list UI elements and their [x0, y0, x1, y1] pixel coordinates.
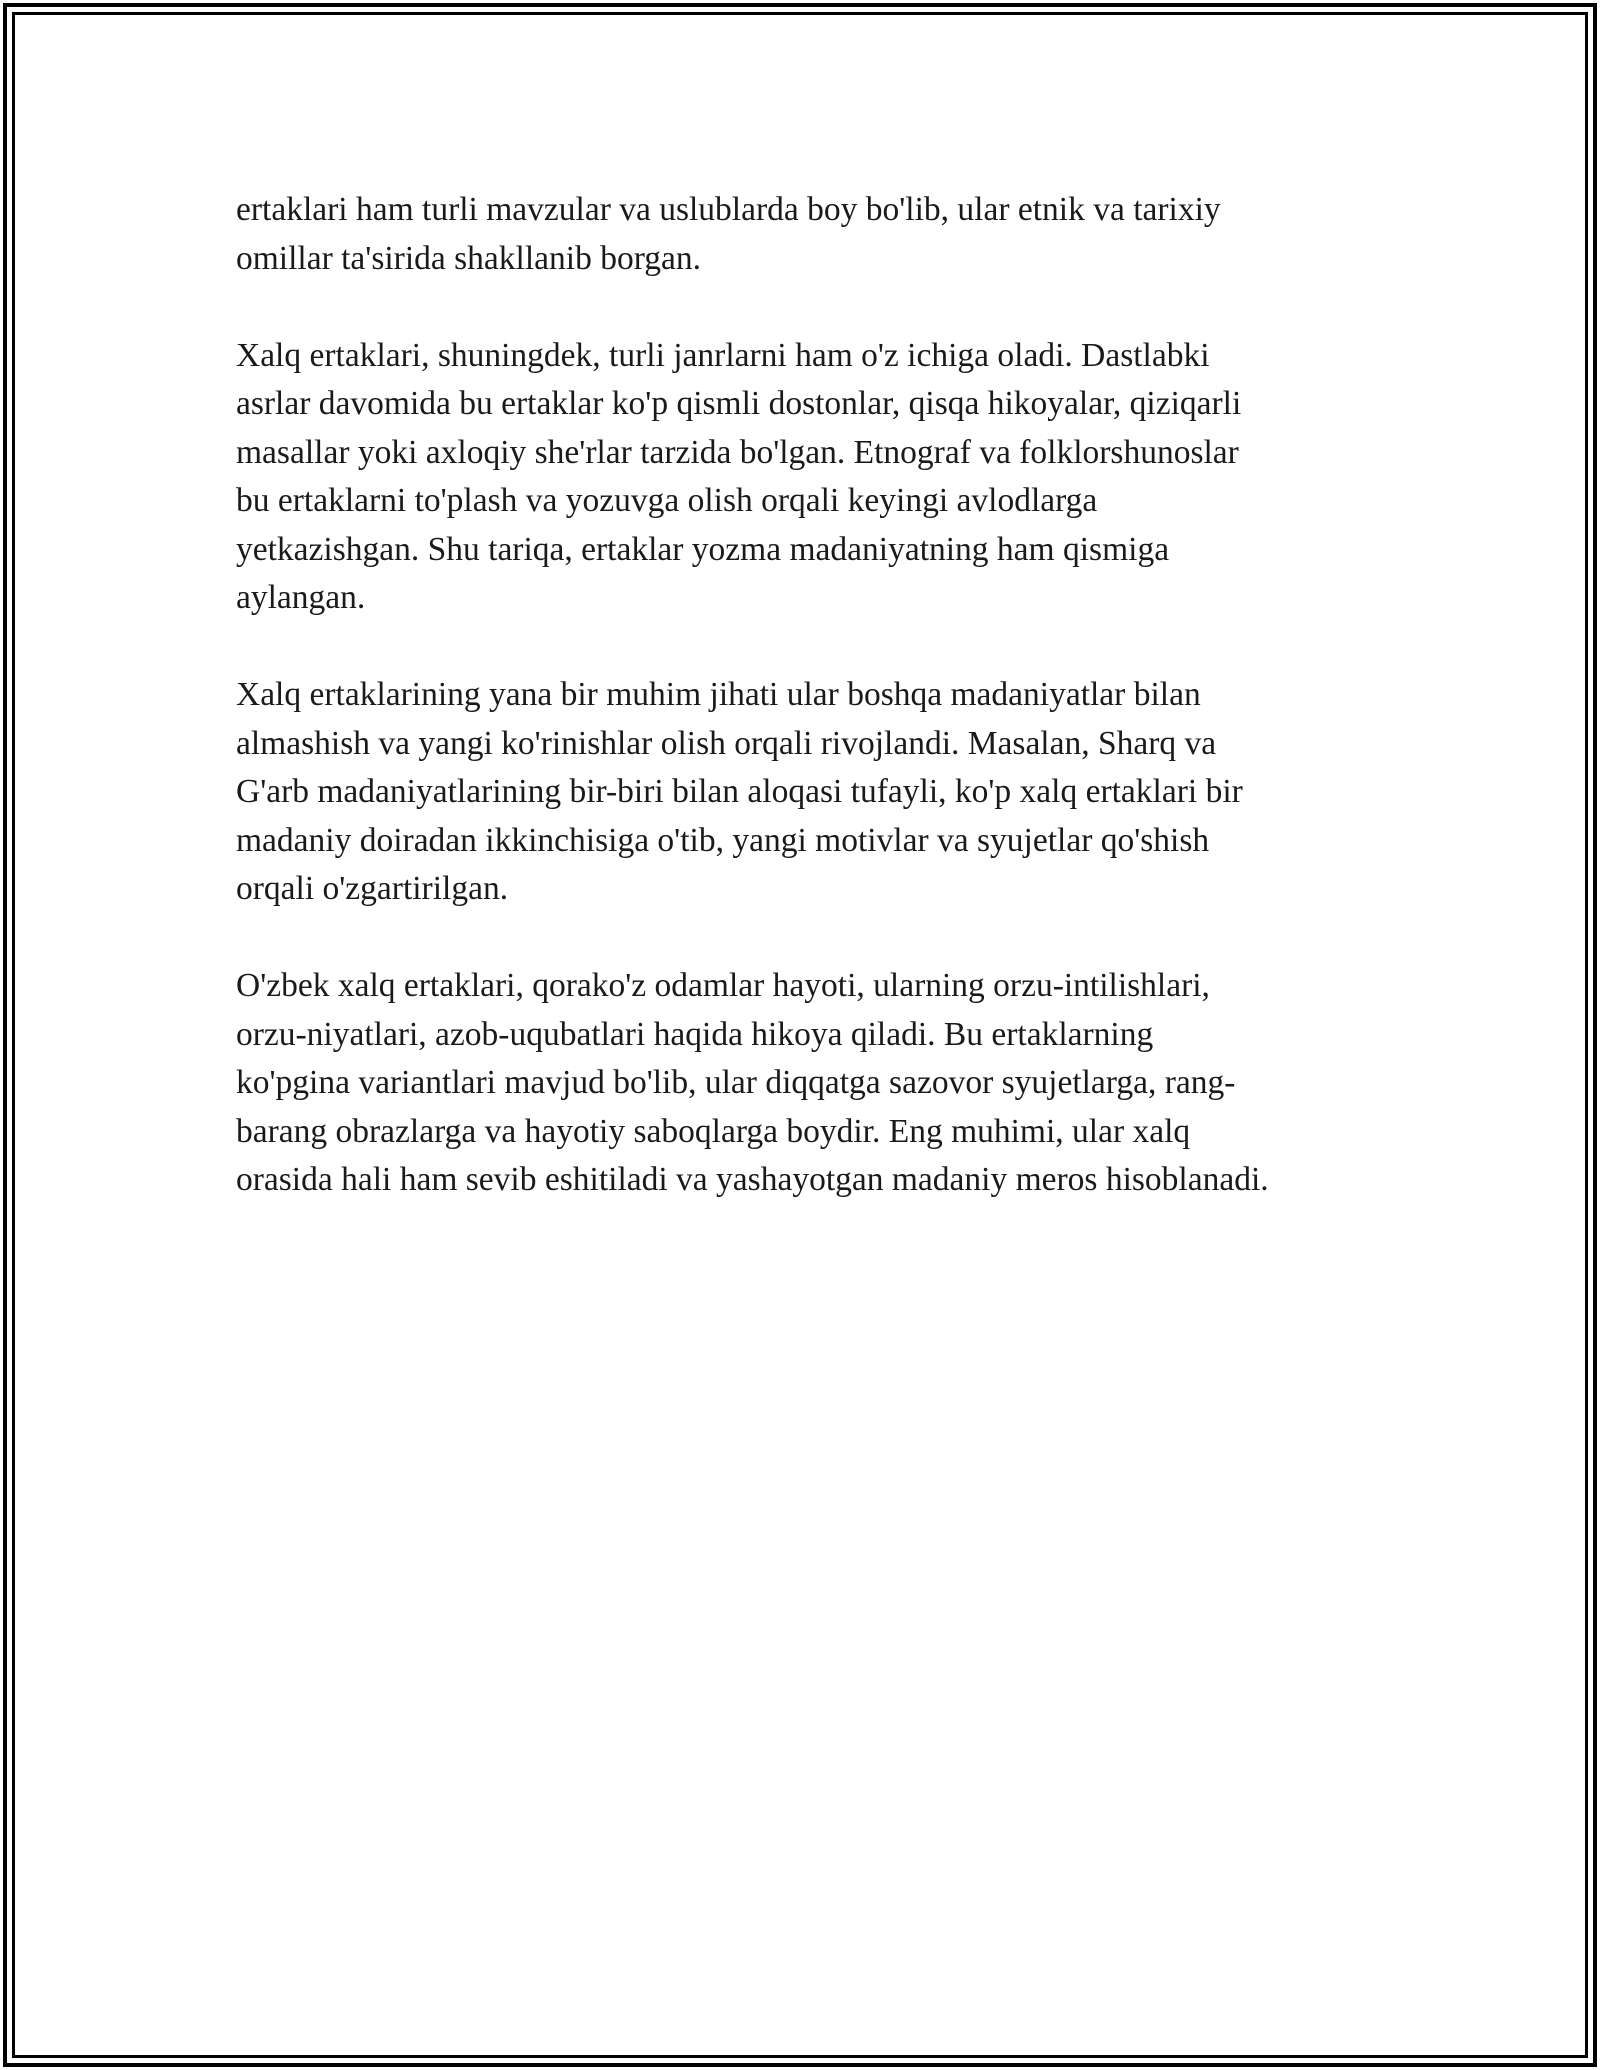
paragraph-3: Xalq ertaklarining yana bir muhim jihati ular boshqa madaniyatlar bilan almashish va yangi ko'rinishlar olish orqali rivojlandi. Masalan, Sharq va G'arb madaniyatlarining bir-biri bilan aloqasi tufayli, ko'p xalq ertaklari bir madaniy doiradan ikkinchisiga o'tib, yangi motivlar va syujetlar qo'shish orqali o'zgartirilgan.	[236, 676, 1243, 907]
paragraph-2: Xalq ertaklari, shuningdek, turli janrlarni ham o'z ichiga oladi. Dastlabki asrlar davomida bu ertaklar ko'p qismli dostonlar, qisqa hikoyalar, qiziqarli masallar yoki axloqiy she'rlar tarzida bo'lgan. Etnograf va folklorshunoslar bu ertaklarni to'plash va yozuvga olish orqali keyingi avlodlarga yetkazishgan. Shu tariqa, ertaklar yozma madaniyatning ham qismiga aylangan.	[236, 336, 1242, 616]
document-body	[236, 186, 1386, 1253]
paragraph-4: O'zbek xalq ertaklari, qorako'z odamlar hayoti, ularning orzu-intilishlari, orzu-niyatlari, azob-uqubatlari haqida hikoya qiladi. Bu ertaklarning ko'pgina variantlari mavjud bo'lib, ular diqqatga sazovor syujetlarga, rang- barang obrazlarga va hayotiy saboqlarga boydir. Eng muhimi, ular xalq orasida hali ham sevib eshitiladi va yashayotgan madaniy meros hisoblanadi.	[236, 967, 1269, 1198]
paragraph-1: ertaklari ham turli mavzular va uslublarda boy bo'lib, ular etnik va tarixiy omillar ta'sirida shakllanib borgan.	[236, 191, 1221, 277]
